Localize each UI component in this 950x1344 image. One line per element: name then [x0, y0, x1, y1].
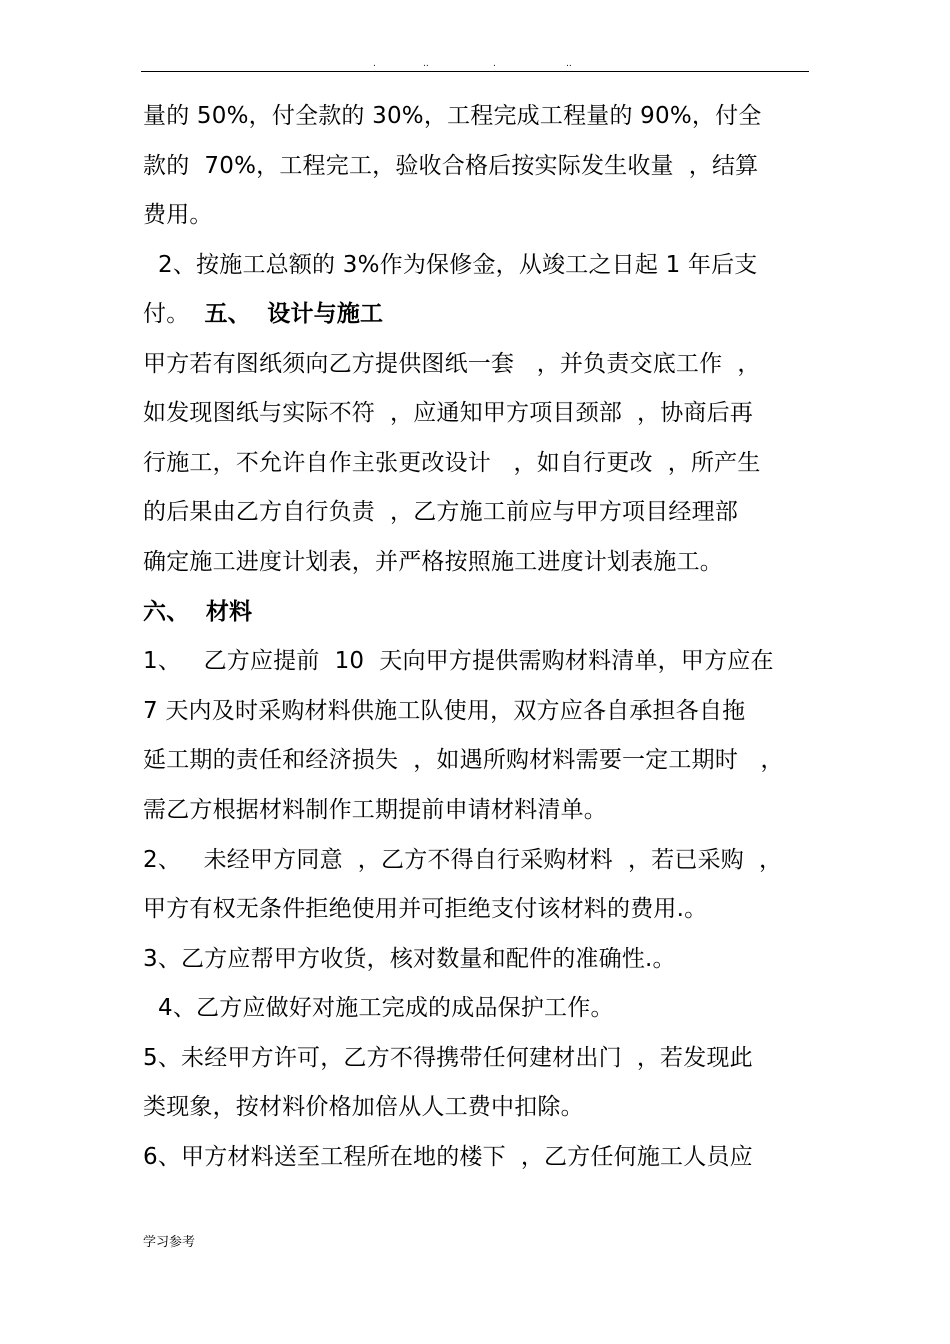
header-mark: .	[373, 59, 376, 69]
section-heading-six: 六、 材料	[143, 599, 253, 625]
text-line: 2、 未经甲方同意 ，乙方不得自行采购材料 ，若已采购 ，	[143, 847, 783, 873]
text-line: 甲方若有图纸须向乙方提供图纸一套 ，并负责交底工作 ，	[143, 351, 761, 377]
text-line: 甲方有权无条件拒绝使用并可拒绝支付该材料的费用.。	[143, 896, 708, 922]
text-line: 行施工，不允许自作主张更改设计 ，如自行更改 ，所产生	[143, 450, 761, 476]
text-line: 1、 乙方应提前 10 天向甲方提供需购材料清单，甲方应在	[143, 648, 774, 674]
text-line: 量的 50%，付全款的 30%，工程完成工程量的 90%，付全	[143, 103, 762, 129]
text-line: 类现象，按材料价格加倍从人工费中扣除。	[143, 1094, 584, 1120]
text-line: 7 天内及时采购材料供施工队使用，双方应各自承担各自拖	[143, 698, 746, 724]
text-line: 费用。	[143, 202, 213, 228]
section-heading-five: 五、 设计与施工	[204, 301, 384, 327]
header-marks	[141, 58, 809, 70]
text-line: 确定施工进度计划表，并严格按照施工进度计划表施工。	[143, 549, 723, 575]
text-line	[143, 299, 383, 329]
text-line: 如发现图纸与实际不符 ，应通知甲方项目颈部 ，协商后再	[143, 400, 754, 426]
text-line: 的后果由乙方自行负责 ，乙方施工前应与甲方项目经理部	[143, 499, 739, 525]
header-mark: ..	[423, 59, 429, 69]
text-fragment: 付。	[143, 301, 205, 327]
text-line: 2、按施工总额的 3%作为保修金，从竣工之日起 1 年后支	[143, 252, 758, 278]
text-line: 款的 70%，工程完工，验收合格后按实际发生收量 ，结算	[143, 153, 759, 179]
text-line: 延工期的责任和经济损失 ，如遇所购材料需要一定工期时 ，	[143, 747, 784, 773]
text-line: 3、乙方应帮甲方收货，核对数量和配件的准确性.。	[143, 946, 676, 972]
header-rule	[141, 71, 809, 72]
text-line: 5、未经甲方许可，乙方不得携带任何建材出门 ，若发现此	[143, 1045, 753, 1071]
header-mark: .	[493, 59, 496, 69]
page-footer: 学习参考	[143, 1235, 196, 1250]
text-line: 4、乙方应做好对施工完成的成品保护工作。	[143, 995, 614, 1021]
header-mark: ..	[566, 59, 572, 69]
text-line: 需乙方根据材料制作工期提前申请材料清单。	[143, 797, 607, 823]
text-line: 6、甲方材料送至工程所在地的楼下 ，乙方任何施工人员应	[143, 1144, 753, 1170]
